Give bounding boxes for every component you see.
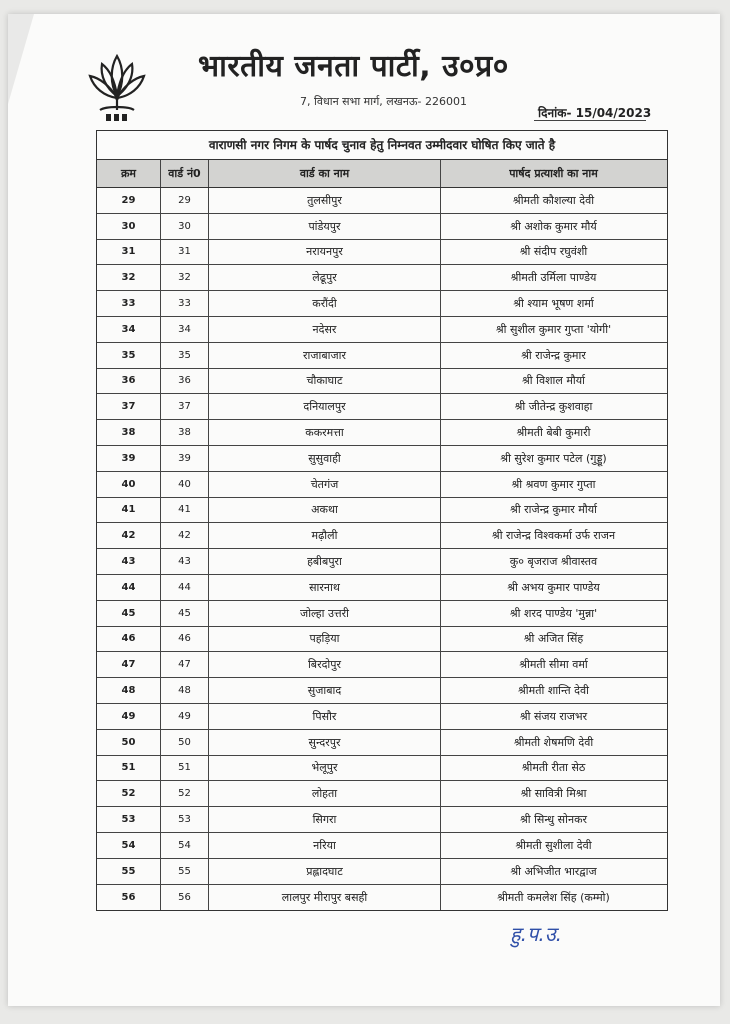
cell-candidate-name: श्री सिन्धु सोनकर bbox=[519, 813, 588, 827]
cell-candidate-name: श्री संदीप रघुवंशी bbox=[519, 245, 588, 259]
cell-ward-no: 47 bbox=[161, 652, 209, 677]
cell-serial: 37 bbox=[97, 394, 161, 419]
cell-serial: 48 bbox=[97, 678, 161, 703]
cell-candidate-name: श्री सुरेश कुमार पटेल (गुड्डू) bbox=[500, 451, 607, 465]
cell-ward-no: 48 bbox=[161, 678, 209, 703]
column-header-serial: क्रम bbox=[97, 160, 161, 187]
cell-ward-name: हबीबपुरा bbox=[209, 549, 441, 574]
cell-candidate-name: श्री सुशील कुमार गुप्ता 'योगी' bbox=[495, 322, 612, 336]
table-row bbox=[97, 291, 667, 317]
cell-serial: 54 bbox=[97, 833, 161, 858]
cell-ward-name: नरिया bbox=[209, 833, 441, 858]
cell-ward-no: 33 bbox=[161, 291, 209, 316]
cell-serial: 34 bbox=[97, 317, 161, 342]
cell-ward-name: सिगरा bbox=[209, 807, 441, 832]
cell-ward-name: लालपुर मीरापुर बसही bbox=[209, 885, 441, 911]
cell-candidate-name: श्री शरद पाण्डेय 'मुन्ना' bbox=[509, 606, 598, 620]
cell-candidate-name: श्रीमती सुशीला देवी bbox=[515, 838, 592, 852]
cell-serial: 40 bbox=[97, 472, 161, 497]
cell-serial: 51 bbox=[97, 756, 161, 781]
cell-ward-no: 54 bbox=[161, 833, 209, 858]
table-row bbox=[97, 394, 667, 420]
table-row bbox=[97, 420, 667, 446]
cell-candidate-name: श्री अजित सिंह bbox=[523, 632, 584, 646]
column-header-candidate: पार्षद प्रत्याशी का नाम bbox=[509, 167, 598, 180]
column-header-ward-name: वार्ड का नाम bbox=[209, 160, 441, 187]
table-row bbox=[97, 859, 667, 885]
table-row bbox=[97, 317, 667, 343]
candidate-table bbox=[96, 130, 668, 911]
cell-candidate-name: श्रीमती उर्मिला पाण्डेय bbox=[510, 271, 597, 285]
cell-ward-no: 35 bbox=[161, 343, 209, 368]
cell-ward-name: चेतगंज bbox=[209, 472, 441, 497]
cell-serial: 47 bbox=[97, 652, 161, 677]
cell-candidate-name: श्री अशोक कुमार मौर्य bbox=[510, 219, 597, 233]
document-page bbox=[8, 14, 720, 1006]
cell-serial: 36 bbox=[97, 369, 161, 394]
cell-candidate-name: श्री विशाल मौर्या bbox=[521, 374, 586, 388]
cell-ward-name: बिरदोपुर bbox=[209, 652, 441, 677]
cell-serial: 53 bbox=[97, 807, 161, 832]
cell-serial: 33 bbox=[97, 291, 161, 316]
folded-corner bbox=[8, 14, 34, 104]
table-row bbox=[97, 472, 667, 498]
cell-serial: 42 bbox=[97, 523, 161, 548]
table-row bbox=[97, 343, 667, 369]
cell-ward-no: 37 bbox=[161, 394, 209, 419]
cell-ward-name: सुन्दरपुर bbox=[209, 730, 441, 755]
cell-ward-no: 40 bbox=[161, 472, 209, 497]
cell-ward-name: पहड़िया bbox=[209, 627, 441, 652]
cell-ward-no: 53 bbox=[161, 807, 209, 832]
cell-ward-no: 39 bbox=[161, 446, 209, 471]
cell-ward-no: 51 bbox=[161, 756, 209, 781]
table-heading: वाराणसी नगर निगम के पार्षद चुनाव हेतु निम्नवत उम्मीदवार घोषित किए जाते है bbox=[97, 131, 667, 160]
cell-serial: 39 bbox=[97, 446, 161, 471]
cell-ward-name: लोहता bbox=[209, 781, 441, 806]
cell-ward-no: 38 bbox=[161, 420, 209, 445]
lotus-logo-icon bbox=[86, 48, 148, 128]
table-row bbox=[97, 240, 667, 266]
cell-candidate-name: कु० बृजराज श्रीवास्तव bbox=[509, 555, 598, 569]
cell-ward-name: चौकाघाट bbox=[209, 369, 441, 394]
cell-candidate-name: श्रीमती कौशल्या देवी bbox=[512, 193, 595, 207]
party-title: भारतीय जनता पार्टी, उ०प्र० bbox=[198, 49, 509, 84]
cell-ward-name: नदेसर bbox=[209, 317, 441, 342]
cell-candidate-name: श्री अभय कुमार पाण्डेय bbox=[507, 580, 600, 594]
table-row bbox=[97, 265, 667, 291]
table-row bbox=[97, 549, 667, 575]
cell-serial: 56 bbox=[97, 885, 161, 911]
cell-serial: 29 bbox=[97, 188, 161, 213]
cell-serial: 55 bbox=[97, 859, 161, 884]
cell-ward-name: सारनाथ bbox=[209, 575, 441, 600]
table-row bbox=[97, 601, 667, 627]
table-row bbox=[97, 523, 667, 549]
table-row bbox=[97, 704, 667, 730]
cell-candidate-name: श्री सावित्री मिश्रा bbox=[520, 787, 587, 801]
cell-ward-no: 46 bbox=[161, 627, 209, 652]
table-row bbox=[97, 188, 667, 214]
cell-serial: 30 bbox=[97, 214, 161, 239]
cell-ward-name: पांडेयपुर bbox=[209, 214, 441, 239]
cell-ward-name: प्रह्लादघाट bbox=[209, 859, 441, 884]
table-row bbox=[97, 575, 667, 601]
table-row bbox=[97, 446, 667, 472]
table-row bbox=[97, 652, 667, 678]
cell-candidate-name: श्रीमती रीता सेठ bbox=[521, 761, 586, 775]
table-row bbox=[97, 627, 667, 653]
cell-ward-name: सुजाबाद bbox=[209, 678, 441, 703]
cell-serial: 49 bbox=[97, 704, 161, 729]
table-row bbox=[97, 885, 667, 911]
date-underline bbox=[534, 120, 646, 121]
table-row bbox=[97, 498, 667, 524]
table-row bbox=[97, 807, 667, 833]
cell-serial: 43 bbox=[97, 549, 161, 574]
cell-candidate-name: श्री राजेन्द्र कुमार bbox=[521, 348, 586, 362]
cell-candidate-name: श्री राजेन्द्र विश्वकर्मा उर्फ राजन bbox=[491, 529, 616, 543]
cell-ward-no: 36 bbox=[161, 369, 209, 394]
cell-serial: 31 bbox=[97, 240, 161, 265]
table-header-row bbox=[97, 160, 667, 188]
cell-serial: 52 bbox=[97, 781, 161, 806]
cell-candidate-name: श्री संजय राजभर bbox=[519, 709, 588, 723]
handwritten-signature: हु.प.उ. bbox=[510, 922, 563, 946]
cell-ward-no: 49 bbox=[161, 704, 209, 729]
cell-ward-no: 45 bbox=[161, 601, 209, 626]
cell-candidate-name: श्री जीतेन्द्र कुशवाहा bbox=[514, 400, 593, 414]
cell-serial: 45 bbox=[97, 601, 161, 626]
cell-ward-name: तुलसीपुर bbox=[209, 188, 441, 213]
table-row bbox=[97, 756, 667, 782]
cell-ward-name: लेढूपुर bbox=[209, 265, 441, 290]
cell-ward-name: पिसौर bbox=[209, 704, 441, 729]
table-body bbox=[97, 188, 667, 910]
column-header-ward-no: वार्ड नं0 bbox=[161, 160, 209, 187]
cell-ward-no: 41 bbox=[161, 498, 209, 523]
cell-ward-no: 50 bbox=[161, 730, 209, 755]
cell-candidate-name: श्रीमती सीमा वर्मा bbox=[519, 658, 588, 672]
cell-ward-no: 32 bbox=[161, 265, 209, 290]
cell-candidate-name: श्रीमती शान्ति देवी bbox=[518, 684, 589, 698]
cell-serial: 35 bbox=[97, 343, 161, 368]
cell-serial: 38 bbox=[97, 420, 161, 445]
cell-serial: 46 bbox=[97, 627, 161, 652]
table-row bbox=[97, 833, 667, 859]
cell-ward-name: सुसुवाही bbox=[209, 446, 441, 471]
cell-candidate-name: श्री श्याम भूषण शर्मा bbox=[513, 297, 594, 311]
cell-ward-no: 29 bbox=[161, 188, 209, 213]
table-row bbox=[97, 730, 667, 756]
cell-ward-no: 52 bbox=[161, 781, 209, 806]
cell-candidate-name: श्री श्रवण कुमार गुप्ता bbox=[511, 477, 596, 491]
cell-candidate-name: श्रीमती कमलेश सिंह (कम्मो) bbox=[497, 890, 610, 904]
cell-serial: 41 bbox=[97, 498, 161, 523]
cell-ward-name: नरायनपुर bbox=[209, 240, 441, 265]
cell-ward-no: 55 bbox=[161, 859, 209, 884]
cell-ward-no: 31 bbox=[161, 240, 209, 265]
table-row bbox=[97, 369, 667, 395]
cell-serial: 44 bbox=[97, 575, 161, 600]
cell-ward-no: 56 bbox=[161, 885, 209, 911]
cell-serial: 32 bbox=[97, 265, 161, 290]
cell-ward-no: 42 bbox=[161, 523, 209, 548]
cell-ward-name: ककरमत्ता bbox=[209, 420, 441, 445]
cell-ward-name: मढ़ौली bbox=[209, 523, 441, 548]
cell-ward-no: 44 bbox=[161, 575, 209, 600]
cell-ward-no: 43 bbox=[161, 549, 209, 574]
cell-ward-name: करौंदी bbox=[209, 291, 441, 316]
cell-candidate-name: श्री राजेन्द्र कुमार मौर्या bbox=[510, 503, 597, 517]
cell-ward-name: जोल्हा उत्तरी bbox=[209, 601, 441, 626]
cell-candidate-name: श्रीमती बेबी कुमारी bbox=[516, 426, 591, 440]
cell-candidate-name: श्रीमती शेषमणि देवी bbox=[513, 735, 594, 749]
cell-candidate-name: श्री अभिजीत भारद्वाज bbox=[510, 864, 597, 878]
office-address: 7, विधान सभा मार्ग, लखनऊ- 226001 bbox=[300, 95, 467, 108]
table-row bbox=[97, 214, 667, 240]
cell-ward-name: अकथा bbox=[209, 498, 441, 523]
cell-ward-name: भेलूपुर bbox=[209, 756, 441, 781]
table-row bbox=[97, 781, 667, 807]
cell-ward-name: राजाबाजार bbox=[209, 343, 441, 368]
cell-ward-name: दनियालपुर bbox=[209, 394, 441, 419]
document-date: दिनांक- 15/04/2023 bbox=[538, 106, 652, 120]
cell-ward-no: 30 bbox=[161, 214, 209, 239]
cell-ward-no: 34 bbox=[161, 317, 209, 342]
cell-serial: 50 bbox=[97, 730, 161, 755]
table-row bbox=[97, 678, 667, 704]
